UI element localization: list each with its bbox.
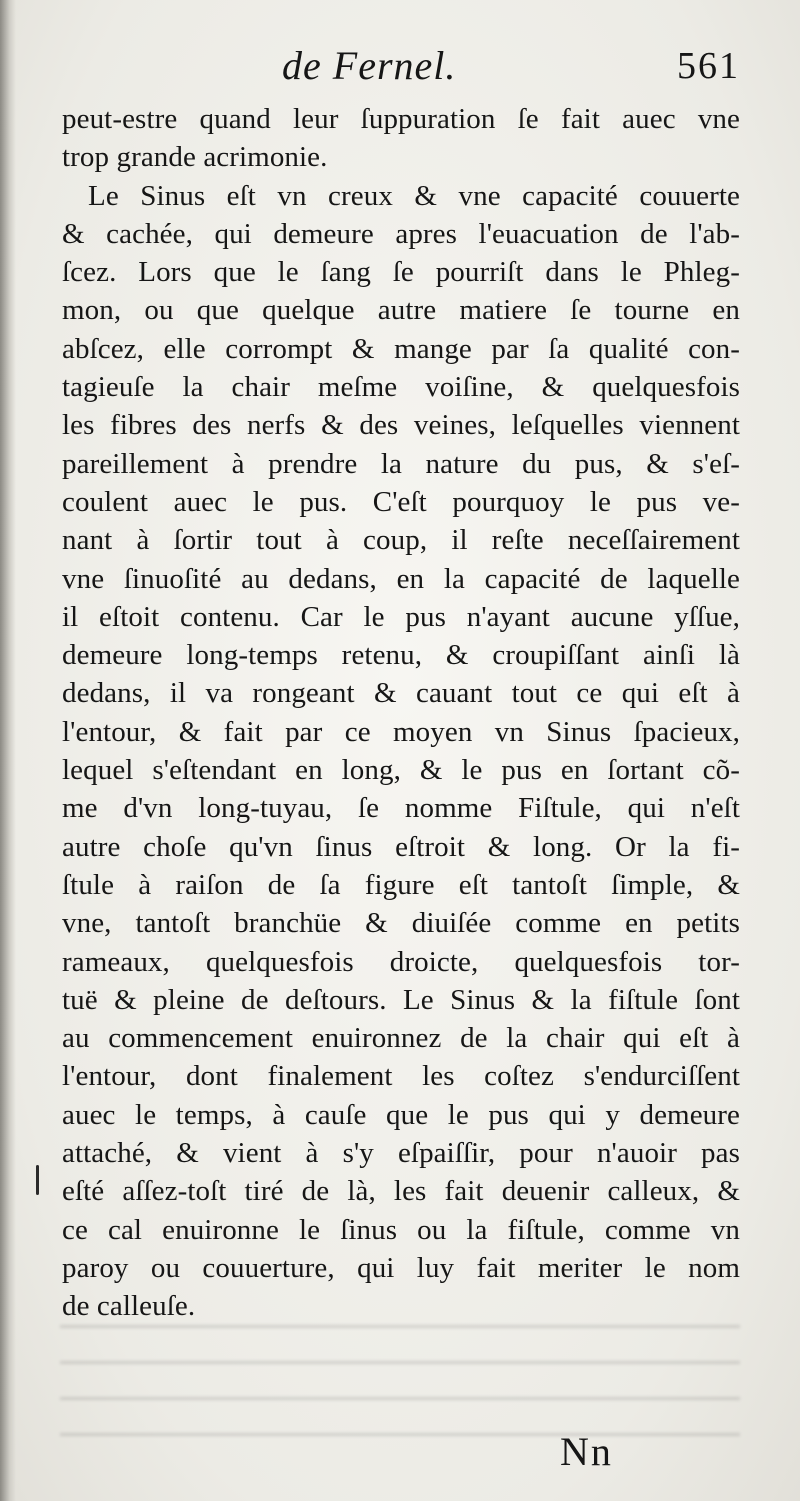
text-line: nant à ſortir tout à coup, il reſte neceſſairement (62, 524, 740, 557)
text-line: demeure long-temps retenu, & croupiſſant ainſi là (62, 639, 740, 672)
text-line: vne ſinuoſité au dedans, en la capacité de laquelle (62, 562, 740, 595)
text-line: paroy ou couuerture, qui luy fait meriter le nom (62, 1251, 740, 1284)
text-line: rameaux, quelquesfois droicte, quelquesfois tor- (62, 945, 740, 978)
text-line: au commencement enuironnez de la chair qui eſt à (62, 1022, 740, 1055)
text-line: tuë & pleine de deſtours. Le Sinus & la fiſtule ſont (62, 983, 740, 1016)
text-line: de calleuſe. (62, 1290, 196, 1323)
text-line: dedans, il va rongeant & cauant tout ce qui eſt à (62, 677, 740, 710)
text-line: eſté aſſez-toſt tiré de là, les fait deuenir calleux, & (62, 1175, 740, 1208)
text-line: Le Sinus eſt vn creux & vne capacité couuerte (88, 179, 740, 212)
text-line: autre choſe qu'vn ſinus eſtroit & long. Or la fi- (62, 830, 740, 863)
page-header (0, 40, 800, 100)
body-text (62, 100, 740, 1326)
text-line: l'entour, & fait par ce moyen vn Sinus ſpacieux, (62, 715, 740, 748)
text-line: ſtule à raiſon de ſa figure eſt tantoſt ſimple, & (62, 868, 740, 901)
binding-shadow (0, 0, 16, 1501)
text-line: vne, tantoſt branchüe & diuiſée comme en petits (62, 907, 740, 940)
text-line: & cachée, qui demeure apres l'euacuation de l'ab- (62, 217, 740, 250)
text-line: attaché, & vient à s'y eſpaiſſir, pour n'auoir pas (62, 1137, 740, 1170)
text-line: tagieuſe la chair meſme voiſine, & quelquesfois (62, 371, 740, 404)
text-line: me d'vn long-tuyau, ſe nomme Fiſtule, qui n'eſt (62, 792, 740, 825)
text-line: mon, ou que quelque autre matiere ſe tourne en (62, 294, 740, 327)
text-line: l'entour, dont finalement les coſtez s'endurciſſent (62, 1060, 740, 1093)
text-line: lequel s'eſtendant en long, & le pus en ſortant cõ- (62, 754, 740, 787)
running-head: de Fernel. (282, 43, 457, 88)
text-line: auec le temps, à cauſe que le pus qui y demeure (62, 1098, 740, 1131)
text-line: abſcez, elle corrompt & mange par ſa qualité con- (62, 332, 740, 365)
text-line: il eſtoit contenu. Car le pus n'ayant aucune yſſue, (62, 600, 740, 633)
text-line: ſcez. Lors que le ſang ſe pourriſt dans le Phleg- (62, 256, 740, 289)
text-line: ce cal enuironne le ſinus ou la fiſtule, comme vn (62, 1213, 740, 1246)
text-line: coulent auec le pus. C'eſt pourquoy le pus ve- (62, 485, 740, 518)
margin-ink-mark (36, 1165, 39, 1195)
text-line: les fibres des nerfs & des veines, leſquelles viennent (62, 409, 740, 442)
signature-mark: Nn (560, 1429, 613, 1474)
page-number: 561 (677, 45, 740, 87)
text-line: pareillement à prendre la nature du pus, & s'eſ- (62, 447, 740, 480)
text-line: trop grande acrimonie. (62, 141, 328, 174)
text-line: peut-estre quand leur ſuppuration ſe fait auec vne (62, 103, 740, 135)
show-through-texture (60, 1325, 740, 1445)
